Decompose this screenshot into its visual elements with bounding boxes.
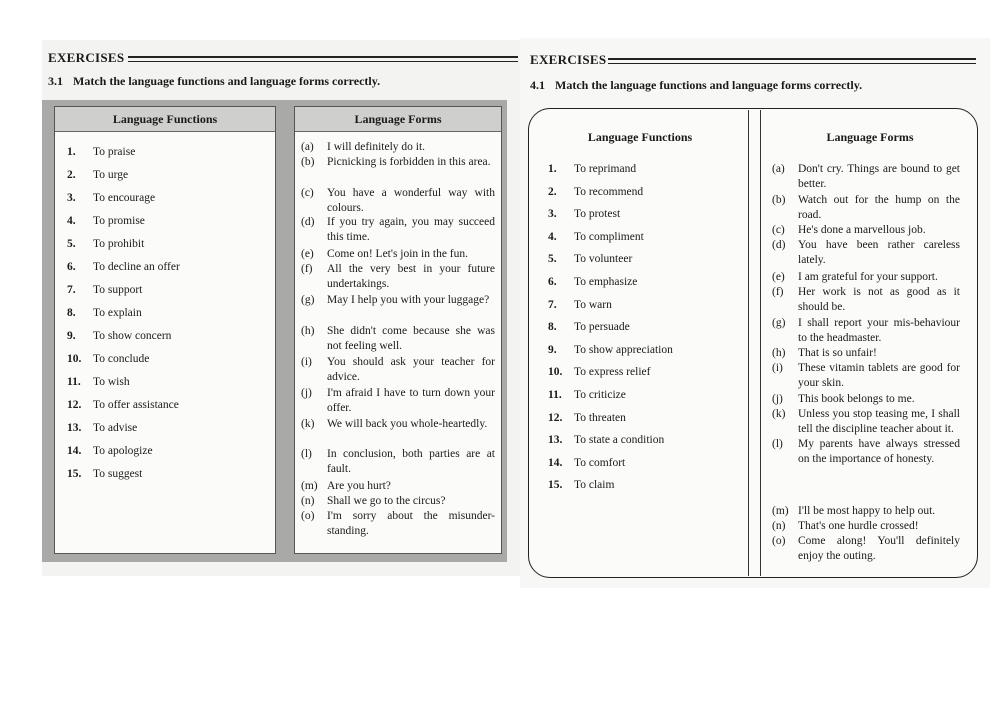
function-text: To conclude: [93, 353, 150, 365]
function-item: [67, 421, 267, 435]
function-text: To urge: [93, 169, 129, 181]
function-item: [548, 230, 738, 244]
function-item: [548, 433, 738, 447]
form-letter: (a): [301, 141, 314, 153]
form-text: I shall report your mis-behaviour to the headmaster.: [798, 317, 960, 344]
form-letter: (h): [772, 347, 786, 359]
form-text: Don't cry. Things are bound to get better.: [798, 163, 960, 190]
function-item: [67, 260, 267, 274]
function-item: [67, 352, 267, 366]
form-text: He's done a marvellous job.: [798, 224, 926, 236]
function-text: To explain: [93, 307, 142, 319]
function-text: To express relief: [574, 366, 651, 379]
form-text: That's one hurdle crossed!: [798, 520, 919, 532]
form-text: Shall we go to the circus?: [327, 495, 446, 507]
function-item: [67, 237, 267, 251]
function-text: To recommend: [574, 185, 644, 198]
function-item: [548, 162, 738, 176]
form-text: I'm sorry about the misunder-standing.: [327, 510, 495, 537]
function-text: To volunteer: [574, 253, 633, 266]
function-number: 2.: [548, 185, 557, 198]
form-text: We will back you whole-heartedly.: [327, 418, 488, 430]
form-letter: (j): [301, 387, 312, 399]
function-number: 4.: [67, 215, 76, 227]
function-item: [548, 388, 738, 402]
heading-rule: [608, 58, 976, 64]
function-text: To decline an offer: [93, 261, 180, 273]
form-text: You should ask your teacher for advice.: [327, 356, 495, 383]
function-number: 2.: [67, 169, 76, 181]
function-number: 10.: [67, 353, 82, 365]
function-number: 9.: [548, 343, 557, 356]
function-number: 11.: [67, 376, 81, 388]
form-text: Her work is not as good as it should be.: [798, 286, 960, 313]
form-letter: (m): [301, 480, 318, 492]
exercise-number: 4.1: [530, 78, 545, 92]
function-text: To praise: [93, 146, 136, 158]
form-text: Come on! Let's join in the fun.: [327, 248, 469, 260]
form-letter: (j): [772, 393, 783, 405]
form-letter: (i): [301, 356, 312, 368]
function-item: [67, 467, 267, 481]
function-number: 6.: [548, 276, 557, 288]
form-letter: (c): [301, 187, 314, 199]
function-item: [548, 411, 738, 425]
form-text: I will definitely do it.: [327, 141, 426, 153]
exercise-instruction: [530, 78, 862, 93]
form-text: She didn't come because she was not feeling well.: [327, 325, 495, 352]
function-number: 15.: [548, 479, 563, 492]
function-number: 6.: [67, 261, 76, 273]
function-text: To criticize: [574, 389, 626, 401]
function-item: [548, 275, 738, 289]
exercise-instruction: [48, 74, 380, 89]
form-letter: (d): [301, 216, 315, 228]
function-item: [548, 456, 738, 470]
heading-rule: [128, 56, 518, 62]
function-number: 3.: [67, 192, 76, 204]
forms-title: Language Forms: [826, 130, 914, 144]
function-number: 5.: [67, 238, 76, 250]
exercise-3-1-page: [42, 40, 522, 576]
form-letter: (i): [772, 362, 783, 374]
form-letter: (d): [772, 239, 786, 251]
exercise-4-1-page: [520, 38, 990, 588]
form-letter: (c): [772, 224, 785, 236]
instruction-text: Match the language functions and language forms correctly.: [555, 78, 863, 92]
function-number: 5.: [548, 253, 557, 266]
function-item: [67, 375, 267, 389]
function-number: 14.: [67, 445, 82, 457]
form-letter: (m): [772, 505, 789, 517]
language-functions-box: [54, 106, 276, 554]
function-item: [67, 329, 267, 343]
function-text: To comfort: [574, 456, 626, 469]
forms-title: Language Forms: [354, 112, 442, 126]
function-number: 1.: [548, 163, 557, 175]
language-forms-box: [294, 106, 502, 554]
form-text: My parents have always stressed on the importance of honesty.: [798, 438, 960, 465]
column-divider-left: [748, 110, 749, 576]
functions-title: Language Functions: [112, 112, 218, 126]
function-number: 13.: [548, 434, 563, 447]
function-number: 7.: [548, 298, 557, 311]
form-letter: (f): [772, 286, 784, 298]
function-item: [67, 444, 267, 458]
form-letter: (l): [772, 438, 783, 450]
function-text: To protest: [574, 208, 621, 221]
function-text: To state a condition: [574, 434, 665, 447]
form-letter: (b): [772, 194, 786, 206]
function-text: To offer assistance: [93, 399, 179, 411]
function-number: 3.: [548, 208, 557, 221]
function-number: 12.: [548, 411, 563, 424]
function-text: To persuade: [574, 321, 630, 334]
function-text: To show appreciation: [574, 343, 673, 356]
form-letter: (k): [772, 408, 786, 420]
function-item: [548, 320, 738, 334]
function-text: To threaten: [574, 411, 626, 424]
form-text: These vitamin tablets are good for your skin.: [798, 362, 960, 389]
function-number: 8.: [548, 321, 557, 334]
function-number: 9.: [67, 330, 76, 342]
form-letter: (a): [772, 163, 785, 175]
form-letter: (n): [301, 495, 315, 507]
functions-title: Language Functions: [587, 130, 693, 144]
form-letter: (o): [772, 535, 786, 547]
function-text: To compliment: [574, 230, 644, 243]
form-text: You have a wonderful way with colours.: [327, 187, 495, 214]
form-letter: (k): [301, 418, 315, 430]
function-number: 14.: [548, 456, 563, 469]
instruction-text: Match the language functions and language forms correctly.: [73, 74, 381, 88]
function-text: To encourage: [93, 192, 156, 204]
function-item: [67, 145, 267, 159]
function-item: [67, 283, 267, 297]
function-item: [67, 191, 267, 205]
form-letter: (f): [301, 263, 313, 275]
form-letter: (b): [301, 156, 315, 168]
form-text: Are you hurt?: [327, 480, 391, 492]
form-letter: (e): [301, 248, 314, 260]
function-text: To advise: [93, 422, 138, 434]
function-number: 12.: [67, 399, 82, 411]
function-number: 15.: [67, 468, 82, 480]
exercise-number: 3.1: [48, 74, 63, 88]
function-text: To wish: [93, 376, 130, 388]
form-text: Come along! You'll definitely enjoy the outing.: [798, 535, 960, 562]
function-number: 1.: [67, 146, 76, 158]
function-item: [67, 306, 267, 320]
form-letter: (n): [772, 520, 786, 532]
function-number: 7.: [67, 284, 76, 296]
function-item: [67, 398, 267, 412]
function-text: To promise: [93, 215, 145, 227]
function-item: [67, 168, 267, 182]
form-text: I'll be most happy to help out.: [798, 505, 936, 517]
function-text: To support: [93, 284, 143, 296]
function-item: [548, 298, 738, 312]
function-number: 10.: [548, 366, 563, 379]
form-text: Picnicking is forbidden in this area.: [327, 156, 491, 168]
function-text: To claim: [574, 479, 615, 492]
function-item: [67, 214, 267, 228]
form-text: That is so unfair!: [798, 347, 877, 359]
function-text: To show concern: [93, 330, 172, 342]
function-item: [548, 343, 738, 357]
form-text: Unless you stop teasing me, I shall tell the discipline teacher about it.: [798, 408, 960, 435]
form-text: I'm afraid I have to turn down your offer.: [327, 387, 495, 414]
function-text: To emphasize: [574, 276, 638, 288]
exercises-heading: EXERCISES: [530, 52, 607, 67]
form-letter: (e): [772, 271, 785, 283]
function-number: 13.: [67, 422, 82, 434]
exercises-heading: EXERCISES: [48, 50, 125, 65]
function-text: To prohibit: [93, 238, 145, 250]
form-text: Watch out for the hump on the road.: [798, 194, 960, 221]
form-text: All the very best in your future undertakings.: [327, 263, 495, 290]
form-text: You have been rather careless lately.: [798, 239, 960, 266]
form-letter: (l): [301, 448, 312, 460]
function-item: [548, 478, 738, 492]
function-text: To warn: [574, 298, 612, 311]
form-letter: (g): [772, 317, 786, 329]
form-letter: (h): [301, 325, 315, 337]
form-letter: (o): [301, 510, 315, 522]
function-item: [548, 207, 738, 221]
form-letter: (g): [301, 294, 315, 306]
function-item: [548, 185, 738, 199]
form-text: In conclusion, both parties are at fault.: [327, 448, 495, 475]
form-text: May I help you with your luggage?: [327, 294, 490, 306]
column-divider-right: [760, 110, 761, 576]
function-number: 8.: [67, 307, 76, 319]
function-item: [548, 252, 738, 266]
form-text: I am grateful for your support.: [798, 271, 938, 283]
function-number: 4.: [548, 230, 557, 243]
function-text: To reprimand: [574, 163, 637, 175]
function-item: [548, 365, 738, 379]
form-text: If you try again, you may succeed this time.: [327, 216, 495, 243]
form-text: This book belongs to me.: [798, 393, 915, 405]
function-text: To apologize: [93, 445, 153, 457]
function-text: To suggest: [93, 468, 143, 480]
function-number: 11.: [548, 389, 562, 401]
